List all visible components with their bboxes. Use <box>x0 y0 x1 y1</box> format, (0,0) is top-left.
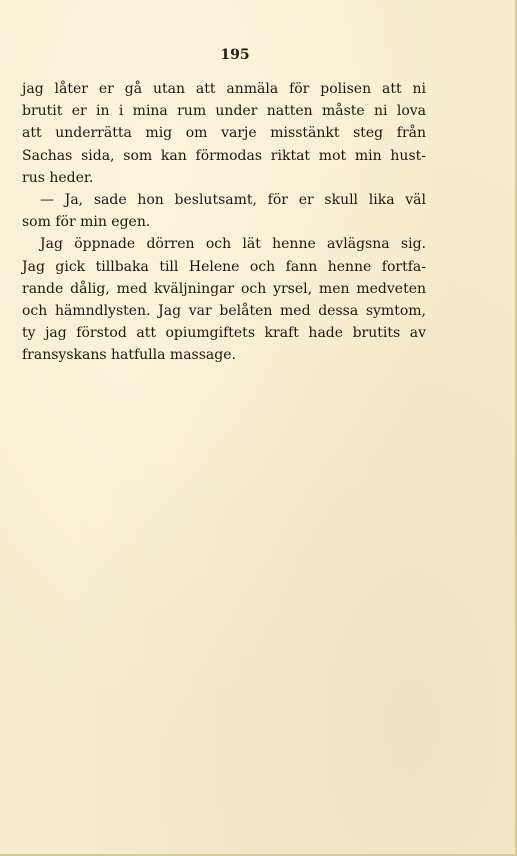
text-line: rande dålig, med kväljningar och yrsel, men medveten <box>22 280 426 297</box>
text-line: brutit er in i mina rum under natten måste ni lova <box>22 103 426 120</box>
text-line: jag låter er gå utan att anmäla för polisen att ni <box>22 81 426 97</box>
text-line: fransyskans hatfulla massage. <box>22 347 236 364</box>
text-line: rus heder. <box>22 169 94 186</box>
text-line: Sachas sida, som kan förmodas riktat mot min hust- <box>22 147 426 164</box>
body-text <box>22 78 426 367</box>
text-line: Jag öppnade dörren och lät henne avlägsna sig. <box>40 236 426 253</box>
text-line: och hämndlysten. Jag var belåten med dessa symtom, <box>22 303 426 320</box>
text-line: ty jag förstod att opiumgiftets kraft hade brutits av <box>22 325 426 342</box>
text-line: Jag gick tillbaka till Helene och fann henne fortfa- <box>22 258 426 275</box>
text-line: som för min egen. <box>22 214 151 231</box>
page-number: 195 <box>220 47 250 63</box>
text-line: att underrätta mig om varje misstänkt steg från <box>22 125 426 142</box>
text-line: — Ja, sade hon beslutsamt, för er skull lika väl <box>40 192 426 209</box>
